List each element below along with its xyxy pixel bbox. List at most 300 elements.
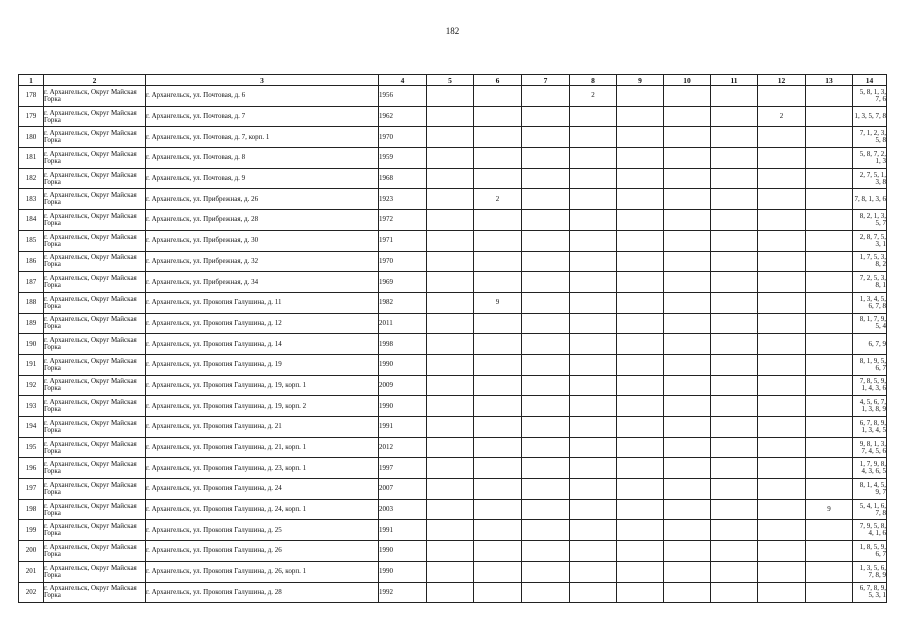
value-cell — [427, 437, 474, 458]
value-cell — [427, 334, 474, 355]
value-cell — [427, 499, 474, 520]
value-cell — [758, 437, 806, 458]
value-cell — [758, 230, 806, 251]
value-cell — [758, 292, 806, 313]
district-cell: г. Архангельск, Округ Майская Горка — [44, 272, 146, 293]
value-cell — [711, 375, 758, 396]
value-cell — [474, 437, 522, 458]
value-cell — [474, 251, 522, 272]
housing-registry-table — [18, 74, 887, 603]
value-cell — [617, 230, 664, 251]
column-header: 13 — [806, 75, 853, 86]
row-number-cell: 201 — [19, 561, 44, 582]
district-cell: г. Архангельск, Округ Майская Горка — [44, 189, 146, 210]
value-cell — [474, 127, 522, 148]
table-row — [19, 210, 887, 231]
address-cell: г. Архангельск, ул. Прибрежная, д. 26 — [146, 189, 379, 210]
column-header: 3 — [146, 75, 379, 86]
codes-cell: 7, 1, 2, 3, 5, 8 — [853, 127, 887, 148]
value-cell — [711, 541, 758, 562]
value-cell — [711, 127, 758, 148]
value-cell — [570, 520, 617, 541]
district-cell: г. Архангельск, Округ Майская Горка — [44, 499, 146, 520]
codes-cell: 5, 4, 1, 6, 7, 8 — [853, 499, 887, 520]
table-row — [19, 458, 887, 479]
value-cell — [664, 148, 711, 169]
value-cell — [806, 106, 853, 127]
district-cell: г. Архангельск, Округ Майская Горка — [44, 292, 146, 313]
value-cell — [427, 375, 474, 396]
value-cell — [522, 561, 570, 582]
value-cell — [711, 168, 758, 189]
value-cell — [758, 334, 806, 355]
value-cell — [806, 127, 853, 148]
value-cell — [664, 230, 711, 251]
value-cell — [570, 561, 617, 582]
year-cell: 1998 — [379, 334, 427, 355]
value-cell — [664, 189, 711, 210]
value-cell — [806, 417, 853, 438]
value-cell — [711, 148, 758, 169]
year-cell: 1923 — [379, 189, 427, 210]
codes-cell: 1, 3, 4, 5, 6, 7, 8 — [853, 292, 887, 313]
codes-cell: 8, 1, 9, 5, 6, 7 — [853, 354, 887, 375]
value-cell — [474, 375, 522, 396]
value-cell — [427, 106, 474, 127]
district-cell: г. Архангельск, Округ Майская Горка — [44, 437, 146, 458]
table-row — [19, 479, 887, 500]
value-cell — [664, 458, 711, 479]
value-cell — [474, 334, 522, 355]
value-cell — [758, 375, 806, 396]
codes-cell: 7, 8, 5, 9, 1, 4, 3, 6 — [853, 375, 887, 396]
table-body — [19, 86, 887, 603]
value-cell — [570, 148, 617, 169]
table-row — [19, 417, 887, 438]
value-cell — [427, 354, 474, 375]
value-cell — [570, 354, 617, 375]
value-cell — [522, 396, 570, 417]
value-cell — [711, 479, 758, 500]
value-cell — [806, 582, 853, 603]
value-cell — [711, 520, 758, 541]
value-cell — [522, 127, 570, 148]
table-row — [19, 86, 887, 107]
value-cell — [617, 148, 664, 169]
value-cell — [806, 458, 853, 479]
value-cell — [617, 354, 664, 375]
value-cell — [474, 148, 522, 169]
value-cell — [711, 210, 758, 231]
value-cell — [570, 334, 617, 355]
value-cell — [617, 292, 664, 313]
table-row — [19, 582, 887, 603]
column-header: 7 — [522, 75, 570, 86]
column-header: 6 — [474, 75, 522, 86]
value-cell — [427, 561, 474, 582]
value-cell — [570, 292, 617, 313]
value-cell — [522, 499, 570, 520]
value-cell — [758, 396, 806, 417]
value-cell — [427, 313, 474, 334]
codes-cell: 8, 2, 1, 3, 5, 7 — [853, 210, 887, 231]
district-cell: г. Архангельск, Округ Майская Горка — [44, 230, 146, 251]
year-cell: 1990 — [379, 561, 427, 582]
column-header: 5 — [427, 75, 474, 86]
value-cell — [711, 334, 758, 355]
value-cell — [664, 582, 711, 603]
value-cell — [617, 313, 664, 334]
value-cell — [427, 251, 474, 272]
value-cell — [570, 168, 617, 189]
value-cell — [711, 86, 758, 107]
value-cell — [806, 148, 853, 169]
value-cell — [570, 127, 617, 148]
value-cell — [570, 189, 617, 210]
row-number-cell: 189 — [19, 313, 44, 334]
value-cell — [758, 541, 806, 562]
value-cell — [806, 189, 853, 210]
value-cell — [427, 520, 474, 541]
column-header: 14 — [853, 75, 887, 86]
row-number-cell: 180 — [19, 127, 44, 148]
value-cell — [758, 417, 806, 438]
value-cell — [806, 210, 853, 231]
value-cell — [664, 479, 711, 500]
value-cell — [806, 479, 853, 500]
codes-cell: 9, 8, 1, 3, 7, 4, 5, 6 — [853, 437, 887, 458]
value-cell: 2 — [758, 106, 806, 127]
value-cell — [806, 230, 853, 251]
value-cell — [711, 499, 758, 520]
row-number-cell: 190 — [19, 334, 44, 355]
value-cell — [474, 396, 522, 417]
row-number-cell: 198 — [19, 499, 44, 520]
table-row — [19, 354, 887, 375]
table-row — [19, 148, 887, 169]
row-number-cell: 185 — [19, 230, 44, 251]
district-cell: г. Архангельск, Округ Майская Горка — [44, 375, 146, 396]
year-cell: 1972 — [379, 210, 427, 231]
district-cell: г. Архангельск, Округ Майская Горка — [44, 582, 146, 603]
value-cell — [664, 292, 711, 313]
value-cell — [570, 230, 617, 251]
value-cell — [806, 86, 853, 107]
value-cell — [806, 561, 853, 582]
value-cell — [758, 272, 806, 293]
table-row — [19, 541, 887, 562]
value-cell — [522, 541, 570, 562]
value-cell — [570, 541, 617, 562]
value-cell — [758, 127, 806, 148]
table-row — [19, 375, 887, 396]
value-cell — [570, 437, 617, 458]
value-cell — [711, 396, 758, 417]
value-cell — [806, 437, 853, 458]
value-cell — [522, 148, 570, 169]
row-number-cell: 181 — [19, 148, 44, 169]
address-cell: г. Архангельск, ул. Почтовая, д. 6 — [146, 86, 379, 107]
year-cell: 2003 — [379, 499, 427, 520]
value-cell — [570, 479, 617, 500]
value-cell — [617, 86, 664, 107]
value-cell — [570, 417, 617, 438]
value-cell — [570, 582, 617, 603]
value-cell — [806, 313, 853, 334]
value-cell — [474, 210, 522, 231]
value-cell — [522, 292, 570, 313]
value-cell — [664, 437, 711, 458]
value-cell — [664, 210, 711, 231]
year-cell: 1959 — [379, 148, 427, 169]
value-cell — [522, 354, 570, 375]
value-cell — [427, 230, 474, 251]
table-row — [19, 396, 887, 417]
value-cell — [427, 479, 474, 500]
value-cell: 2 — [474, 189, 522, 210]
table-row — [19, 106, 887, 127]
codes-cell: 6, 7, 8, 9, 1, 3, 4, 5 — [853, 417, 887, 438]
value-cell — [474, 86, 522, 107]
row-number-cell: 194 — [19, 417, 44, 438]
value-cell — [806, 354, 853, 375]
value-cell — [617, 210, 664, 231]
column-header: 12 — [758, 75, 806, 86]
address-cell: г. Архангельск, ул. Прокопия Галушина, д. 19, корп. 2 — [146, 396, 379, 417]
address-cell: г. Архангельск, ул. Прокопия Галушина, д. 25 — [146, 520, 379, 541]
year-cell: 2012 — [379, 437, 427, 458]
value-cell — [570, 106, 617, 127]
value-cell — [758, 582, 806, 603]
codes-cell: 5, 8, 1, 3, 7, 6 — [853, 86, 887, 107]
value-cell — [664, 168, 711, 189]
codes-cell: 8, 1, 4, 5, 9, 7 — [853, 479, 887, 500]
value-cell — [522, 272, 570, 293]
value-cell — [474, 272, 522, 293]
codes-cell: 1, 7, 5, 3, 8, 2 — [853, 251, 887, 272]
value-cell — [474, 417, 522, 438]
value-cell: 9 — [474, 292, 522, 313]
value-cell — [427, 582, 474, 603]
value-cell — [617, 479, 664, 500]
value-cell — [758, 148, 806, 169]
value-cell — [806, 541, 853, 562]
column-header: 1 — [19, 75, 44, 86]
year-cell: 1970 — [379, 127, 427, 148]
value-cell — [806, 168, 853, 189]
value-cell — [664, 396, 711, 417]
column-header: 2 — [44, 75, 146, 86]
value-cell — [758, 458, 806, 479]
address-cell: г. Архангельск, ул. Прибрежная, д. 32 — [146, 251, 379, 272]
value-cell — [664, 106, 711, 127]
value-cell — [664, 417, 711, 438]
value-cell — [758, 479, 806, 500]
value-cell — [617, 499, 664, 520]
row-number-cell: 197 — [19, 479, 44, 500]
value-cell — [617, 127, 664, 148]
value-cell — [758, 168, 806, 189]
value-cell — [806, 520, 853, 541]
value-cell — [664, 272, 711, 293]
year-cell: 1962 — [379, 106, 427, 127]
value-cell — [711, 582, 758, 603]
value-cell — [522, 334, 570, 355]
row-number-cell: 178 — [19, 86, 44, 107]
value-cell — [758, 520, 806, 541]
value-cell — [806, 334, 853, 355]
district-cell: г. Архангельск, Округ Майская Горка — [44, 313, 146, 334]
district-cell: г. Архангельск, Округ Майская Горка — [44, 479, 146, 500]
table-header-row — [19, 75, 887, 86]
value-cell: 9 — [806, 499, 853, 520]
address-cell: г. Архангельск, ул. Прокопия Галушина, д. 11 — [146, 292, 379, 313]
value-cell — [522, 375, 570, 396]
value-cell — [474, 313, 522, 334]
district-cell: г. Архангельск, Округ Майская Горка — [44, 106, 146, 127]
column-header: 10 — [664, 75, 711, 86]
value-cell — [522, 106, 570, 127]
table-row — [19, 230, 887, 251]
column-header: 8 — [570, 75, 617, 86]
value-cell — [522, 251, 570, 272]
row-number-cell: 191 — [19, 354, 44, 375]
value-cell — [474, 561, 522, 582]
address-cell: г. Архангельск, ул. Прокопия Галушина, д. 26 — [146, 541, 379, 562]
value-cell — [522, 458, 570, 479]
address-cell: г. Архангельск, ул. Почтовая, д. 7, корп. 1 — [146, 127, 379, 148]
value-cell — [617, 375, 664, 396]
value-cell — [617, 272, 664, 293]
value-cell — [427, 210, 474, 231]
value-cell — [664, 86, 711, 107]
district-cell: г. Архангельск, Округ Майская Горка — [44, 168, 146, 189]
year-cell: 2009 — [379, 375, 427, 396]
value-cell — [664, 251, 711, 272]
year-cell: 1991 — [379, 520, 427, 541]
column-header: 9 — [617, 75, 664, 86]
value-cell: 2 — [570, 86, 617, 107]
value-cell — [522, 417, 570, 438]
value-cell — [711, 189, 758, 210]
value-cell — [522, 582, 570, 603]
value-cell — [617, 334, 664, 355]
codes-cell: 6, 7, 8, 9, 5, 3, 1 — [853, 582, 887, 603]
row-number-cell: 199 — [19, 520, 44, 541]
district-cell: г. Архангельск, Округ Майская Горка — [44, 396, 146, 417]
value-cell — [617, 251, 664, 272]
table-row — [19, 292, 887, 313]
value-cell — [711, 354, 758, 375]
value-cell — [664, 520, 711, 541]
address-cell: г. Архангельск, ул. Прокопия Галушина, д. 24, корп. 1 — [146, 499, 379, 520]
value-cell — [427, 292, 474, 313]
table-row — [19, 499, 887, 520]
address-cell: г. Архангельск, ул. Прибрежная, д. 30 — [146, 230, 379, 251]
value-cell — [570, 210, 617, 231]
value-cell — [570, 272, 617, 293]
codes-cell: 2, 7, 5, 1, 3, 8 — [853, 168, 887, 189]
address-cell: г. Архангельск, ул. Почтовая, д. 7 — [146, 106, 379, 127]
value-cell — [522, 520, 570, 541]
address-cell: г. Архангельск, ул. Почтовая, д. 8 — [146, 148, 379, 169]
row-number-cell: 184 — [19, 210, 44, 231]
district-cell: г. Архангельск, Округ Майская Горка — [44, 334, 146, 355]
value-cell — [570, 396, 617, 417]
value-cell — [664, 127, 711, 148]
table-row — [19, 127, 887, 148]
table-row — [19, 561, 887, 582]
value-cell — [758, 354, 806, 375]
value-cell — [617, 106, 664, 127]
value-cell — [758, 251, 806, 272]
value-cell — [522, 86, 570, 107]
value-cell — [474, 230, 522, 251]
district-cell: г. Архангельск, Округ Майская Горка — [44, 148, 146, 169]
value-cell — [427, 148, 474, 169]
value-cell — [711, 417, 758, 438]
row-number-cell: 192 — [19, 375, 44, 396]
year-cell: 2011 — [379, 313, 427, 334]
table-row — [19, 520, 887, 541]
row-number-cell: 183 — [19, 189, 44, 210]
codes-cell: 4, 5, 6, 7, 1, 3, 8, 9 — [853, 396, 887, 417]
value-cell — [474, 541, 522, 562]
codes-cell: 8, 1, 7, 9, 5, 4 — [853, 313, 887, 334]
address-cell: г. Архангельск, ул. Прокопия Галушина, д. 28 — [146, 582, 379, 603]
codes-cell: 1, 7, 9, 8, 4, 3, 6, 5 — [853, 458, 887, 479]
year-cell: 1997 — [379, 458, 427, 479]
value-cell — [758, 189, 806, 210]
value-cell — [664, 334, 711, 355]
district-cell: г. Архангельск, Округ Майская Горка — [44, 210, 146, 231]
value-cell — [617, 541, 664, 562]
value-cell — [427, 86, 474, 107]
value-cell — [664, 375, 711, 396]
address-cell: г. Архангельск, ул. Прибрежная, д. 28 — [146, 210, 379, 231]
column-header: 4 — [379, 75, 427, 86]
year-cell: 1990 — [379, 396, 427, 417]
value-cell — [474, 354, 522, 375]
value-cell — [474, 499, 522, 520]
codes-cell: 7, 8, 1, 3, 6 — [853, 189, 887, 210]
codes-cell: 6, 7, 9 — [853, 334, 887, 355]
value-cell — [806, 375, 853, 396]
year-cell: 1982 — [379, 292, 427, 313]
value-cell — [522, 437, 570, 458]
row-number-cell: 193 — [19, 396, 44, 417]
year-cell: 1971 — [379, 230, 427, 251]
page-number: 182 — [445, 26, 460, 36]
year-cell: 1956 — [379, 86, 427, 107]
value-cell — [522, 479, 570, 500]
district-cell: г. Архангельск, Округ Майская Горка — [44, 458, 146, 479]
value-cell — [570, 499, 617, 520]
value-cell — [711, 437, 758, 458]
value-cell — [806, 292, 853, 313]
table-row — [19, 334, 887, 355]
value-cell — [806, 396, 853, 417]
value-cell — [427, 396, 474, 417]
year-cell: 1990 — [379, 354, 427, 375]
address-cell: г. Архангельск, ул. Прокопия Галушина, д. 23, корп. 1 — [146, 458, 379, 479]
value-cell — [711, 230, 758, 251]
row-number-cell: 195 — [19, 437, 44, 458]
year-cell: 1970 — [379, 251, 427, 272]
year-cell: 1968 — [379, 168, 427, 189]
value-cell — [617, 396, 664, 417]
row-number-cell: 200 — [19, 541, 44, 562]
